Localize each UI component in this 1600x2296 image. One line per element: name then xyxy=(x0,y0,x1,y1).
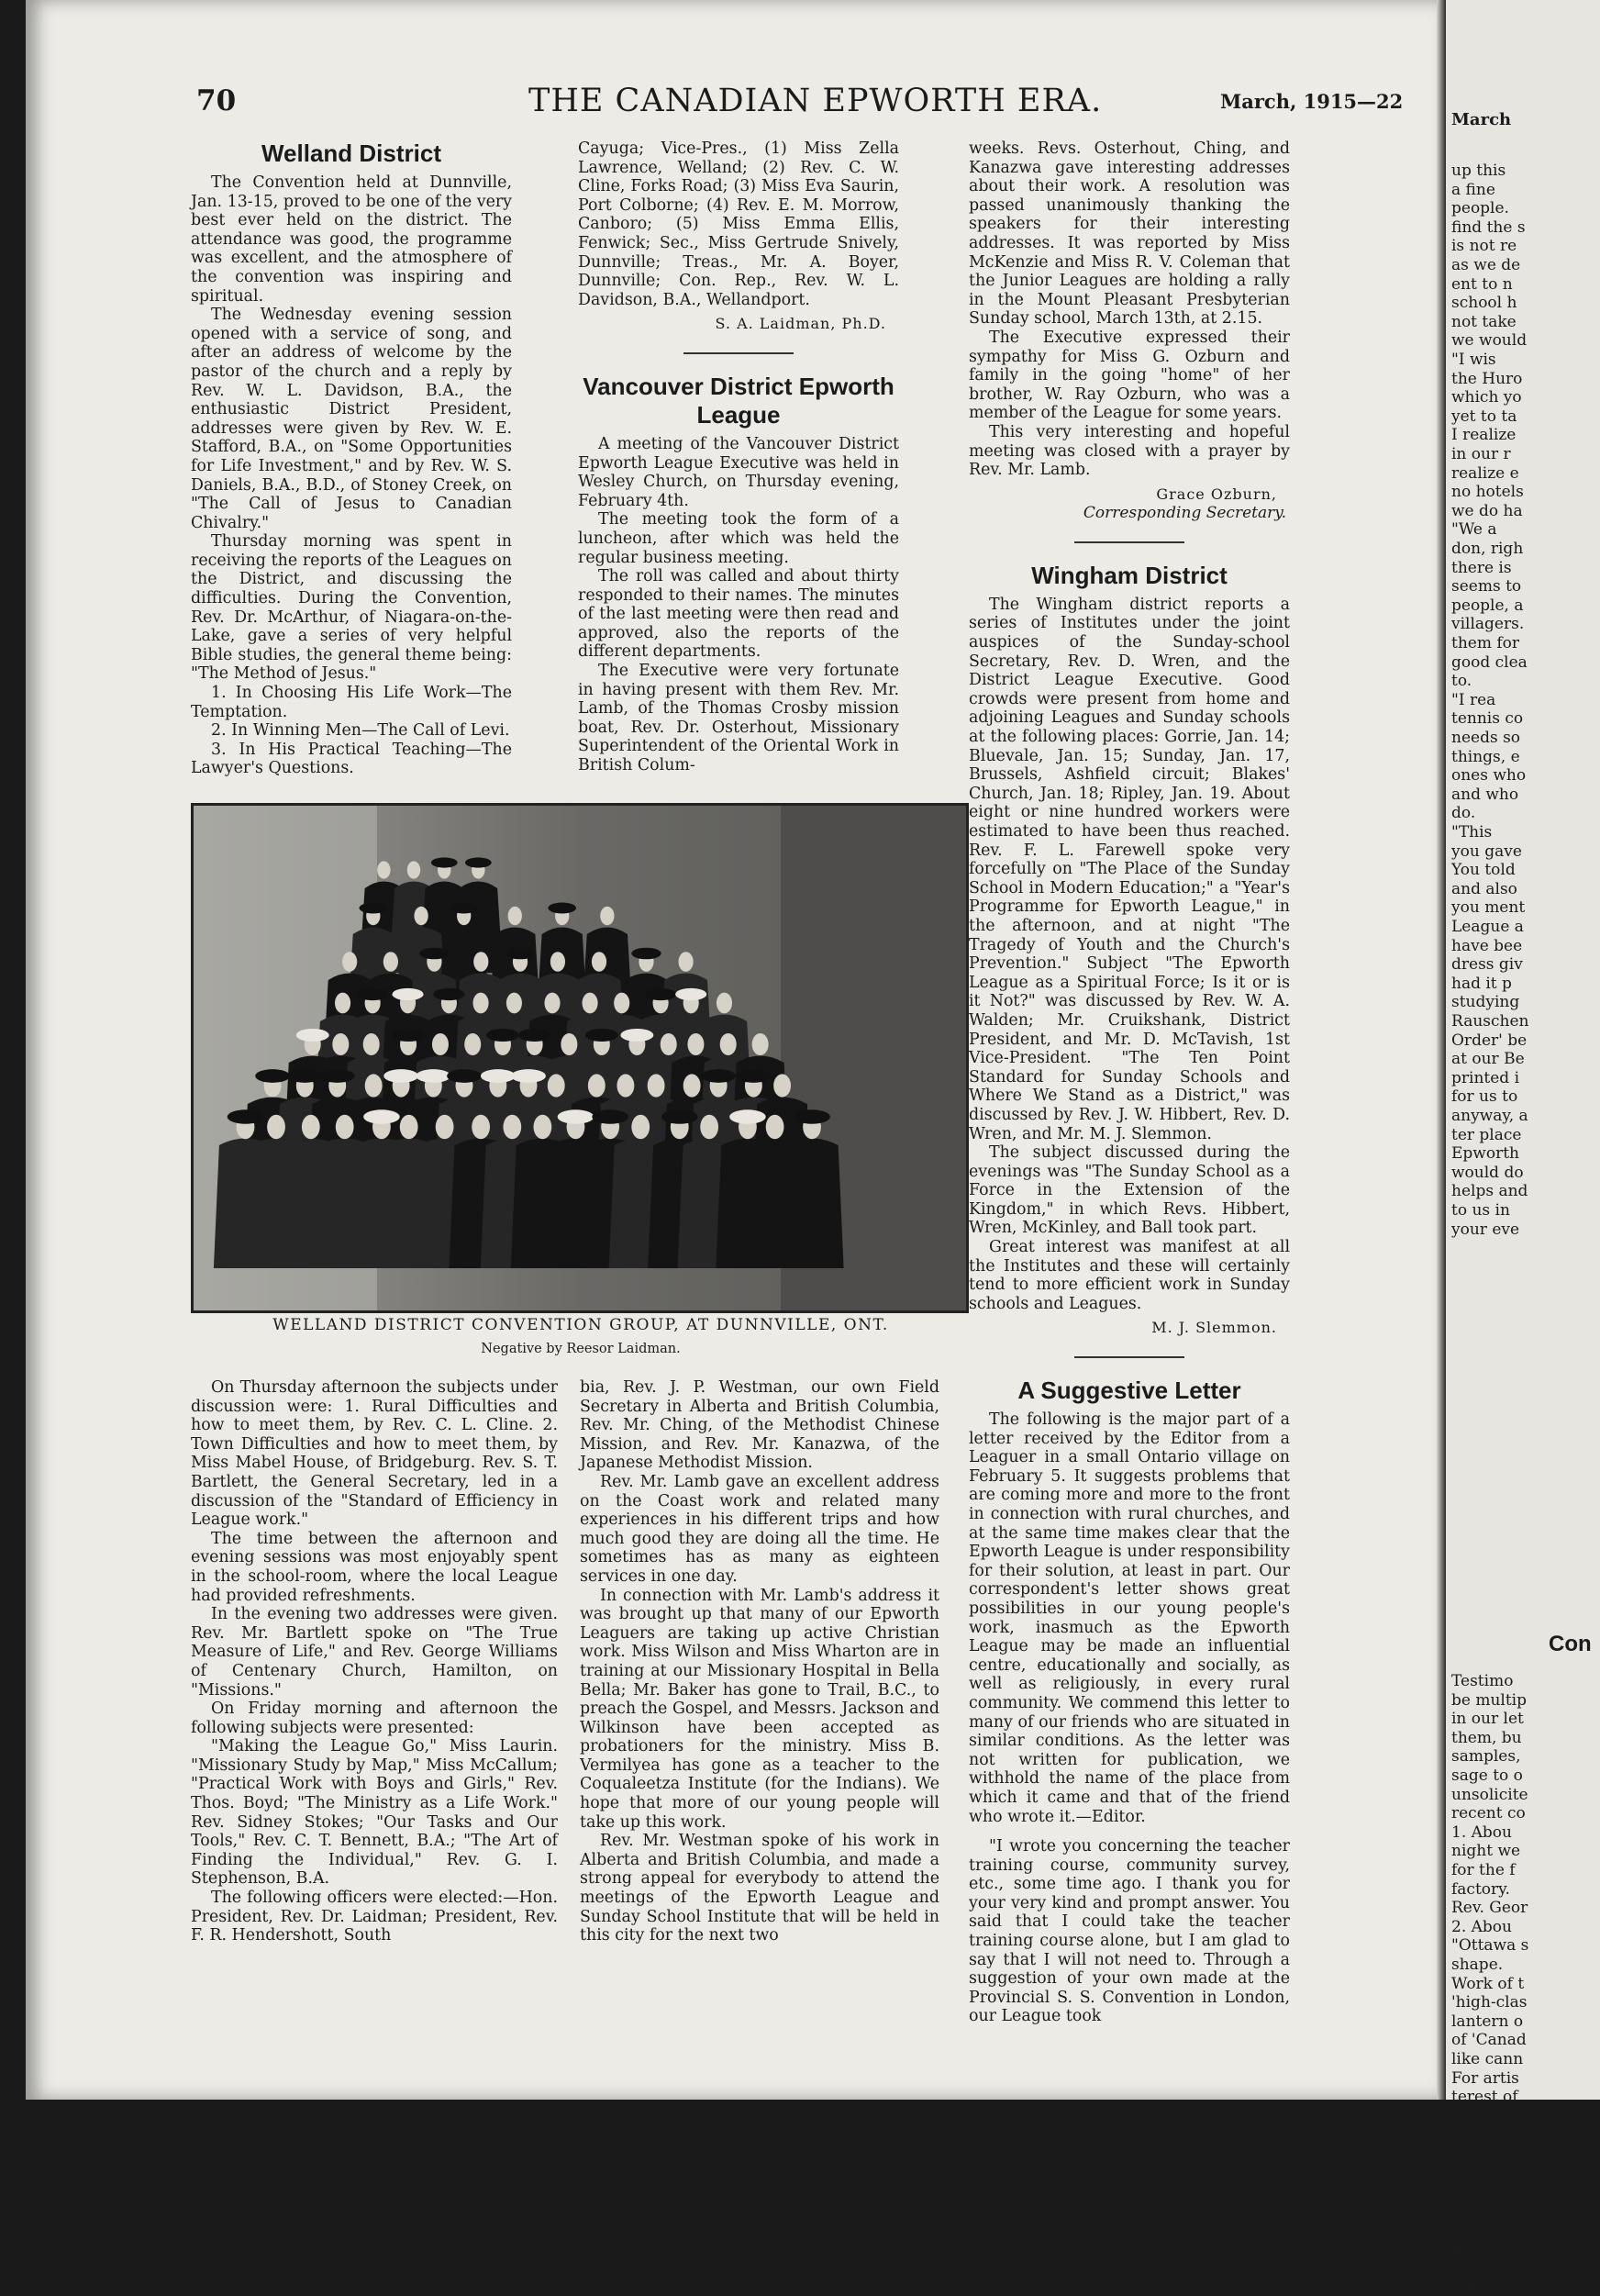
facing-page-line: Bartlett, xyxy=(1451,2277,1518,2296)
hat-shape xyxy=(558,1109,594,1123)
person-face xyxy=(533,1115,551,1139)
facing-page-line: studying xyxy=(1451,993,1520,1012)
paragraph: Great interest was manifest at all the Institutes and these will certainly tend to more efficient work in Sunday schools and Leagues. xyxy=(969,1238,1290,1313)
facing-page-line: and also xyxy=(1451,879,1517,898)
person-face xyxy=(661,1033,677,1055)
person-face xyxy=(583,993,598,1014)
hat-shape xyxy=(645,988,676,1000)
facing-page-line: seems to xyxy=(1451,577,1522,596)
vancouver-signature-role: Corresponding Secretary. xyxy=(1083,504,1286,523)
issue-date: March, 1915—22 xyxy=(1220,90,1404,113)
vancouver-heading: Vancouver District Epworth League xyxy=(583,372,894,429)
facing-page-line: we would xyxy=(1451,331,1528,351)
facing-page-line: which yo xyxy=(1451,388,1522,407)
paragraph: Cayuga; Vice-Pres., (1) Miss Zella Lawrence, Welland; (2) Rev. C. W. Cline, Forks Road; (3) Miss Eva Saurin, Port Colborne; (4) Rev. E. M. Morrow, Canboro; (5) Miss Emma Ellis, Fenwick; Sec., Miss Gertrude Snively, Dunnville; Treas., Mr. A. Boyer, Dunnville; Con. Rep., Rev. W. L. Davidson, B.A., Wellandport. xyxy=(578,139,899,309)
paragraph: This very interesting and hopeful meeting was closed with a prayer by Rev. Mr. Lamb. xyxy=(969,422,1290,480)
paragraph: Rev. Mr. Westman spoke of his work in Alberta and British Columbia, and made a strong appeal for everybody to attend the meetings of the Epworth League and Sunday School Institute that will be held in this city for the next two xyxy=(580,1832,939,1945)
hat-shape xyxy=(661,1109,698,1123)
person-face xyxy=(773,1074,791,1097)
facing-page-line: tennis co xyxy=(1451,709,1524,729)
facing-page-line: excellency xyxy=(1451,2201,1535,2220)
facing-page-line: do. xyxy=(1451,804,1476,823)
facing-page-line: League a xyxy=(1451,918,1524,936)
hat-shape xyxy=(296,1029,329,1042)
paragraph: 1. In Choosing His Life Work—The Temptation. xyxy=(191,684,512,721)
person-face xyxy=(561,1033,577,1055)
facing-page-line: samples, xyxy=(1451,1747,1521,1767)
paragraph: The meeting took the form of a luncheon, after which was held the regular business meeting. xyxy=(578,510,899,567)
paragraph: In the evening two addresses were given. Rev. Mr. Bartlett spoke on "The True Measure of Life," and Rev. George Williams of Centenary Church, Hamilton, on "Missions." xyxy=(191,1605,558,1700)
hat-shape xyxy=(518,1029,551,1042)
paragraph: 2. In Winning Men—The Call of Levi. xyxy=(211,721,510,741)
hat-shape xyxy=(255,1069,290,1083)
facing-page-line: shape. xyxy=(1451,1956,1504,1974)
hat-shape xyxy=(592,1109,628,1123)
facing-page-line: to us in xyxy=(1451,1201,1510,1220)
hat-shape xyxy=(675,988,706,1000)
vancouver-signature: Grace Ozburn, xyxy=(1156,485,1277,503)
divider xyxy=(1074,1356,1184,1358)
hat-shape xyxy=(228,1109,264,1123)
paragraph: weeks. Revs. Osterhout, Ching, and Kanazwa gave interesting addresses about their work. A resolution was passed unanimously thanking the speakers for their interesting addresses. It was reported by Miss McKenzie and Miss R. V. Coleman that the Junior Leagues are holding a rally in the Mount Pleasant Presbyterian Sunday school, March 13th, at 2.15. xyxy=(969,139,1290,329)
facing-page-line: things, e xyxy=(1451,747,1520,766)
person-face xyxy=(548,1074,565,1097)
person-face xyxy=(717,993,732,1014)
facing-page-line: in our r xyxy=(1451,445,1511,463)
paragraph: Rev. Mr. Lamb gave an excellent address on the Coast work and related many experiences in his different trips and how much good they are doing all the time. He sometimes has as many as eighteen services in one day. xyxy=(580,1472,939,1586)
hat-shape xyxy=(794,1109,830,1123)
facing-page-line: would do xyxy=(1451,1163,1524,1182)
hat-shape xyxy=(357,988,388,1000)
facing-page-heading: Con xyxy=(1549,1632,1592,1656)
paragraph: bia, Rev. J. P. Westman, our own Field Secretary in Alberta and British Columbia, Rev. Mr. Ching, of the Methodist Chinese Mission, and Rev. Mr. Kanazwa, of the Japanese Methodist Mission. xyxy=(580,1378,939,1473)
person-face xyxy=(302,1115,320,1139)
person-face xyxy=(679,952,694,972)
facing-page-line: "Ottawa s xyxy=(1451,1936,1529,1956)
paragraph: The Executive were very fortunate in having present with them Rev. Mr. Lamb, of the Thomas Crosby mission boat, Rev. Dr. Osterhout, Missionary Superintendent of the Oriental Work in British Colum- xyxy=(578,662,899,775)
person-face xyxy=(473,952,488,972)
person-face xyxy=(687,1033,704,1055)
facing-page-line: tertainme xyxy=(1451,2163,1529,2182)
hat-shape xyxy=(631,948,661,960)
welland-article-bottom xyxy=(191,1378,558,1945)
facing-page-line: don, righ xyxy=(1451,540,1524,558)
facing-page-line: 2. Abou xyxy=(1451,1917,1512,1936)
facing-page-line: Rauschen xyxy=(1451,1012,1529,1031)
facing-page-line: is not re xyxy=(1451,237,1517,256)
hat-shape xyxy=(383,1069,418,1083)
person-face xyxy=(544,993,560,1014)
facing-page-line: "I wis xyxy=(1451,351,1496,369)
hat-shape xyxy=(701,1069,736,1083)
hat-shape xyxy=(363,1109,400,1123)
vancouver-continued xyxy=(969,139,1290,2026)
facing-page-line: lantern o xyxy=(1451,2012,1524,2031)
facing-page-line: be multip xyxy=(1451,1690,1528,1710)
person-face xyxy=(400,1115,418,1139)
group-photo-image xyxy=(194,806,966,1310)
person-face xyxy=(700,1115,718,1139)
facing-page-line: there is xyxy=(1451,558,1512,577)
person-face xyxy=(332,1033,349,1055)
person-face xyxy=(720,1033,737,1055)
divider xyxy=(1074,541,1184,543)
facing-page-line: you gave xyxy=(1451,841,1522,861)
person-face xyxy=(508,907,522,925)
person-face xyxy=(631,1115,650,1139)
facing-page-line: people, a xyxy=(1451,596,1524,615)
person-face xyxy=(436,1115,454,1139)
facing-page-line: your eve xyxy=(1451,1220,1520,1239)
facing-page-line: For artis xyxy=(1451,2068,1519,2088)
hat-shape xyxy=(465,857,492,867)
hat-shape xyxy=(736,1069,771,1083)
person-face xyxy=(363,1033,380,1055)
group-photo xyxy=(191,803,969,1313)
person-face xyxy=(503,1115,521,1139)
facing-page-line: ent to n xyxy=(1451,274,1513,294)
facing-page-line: for us to xyxy=(1451,1087,1518,1107)
facing-page-line: needs so xyxy=(1451,729,1521,747)
facing-page-line: at our Be xyxy=(1451,1050,1525,1069)
facing-page-line: factory. xyxy=(1451,1879,1510,1899)
masthead-title: THE CANADIAN EPWORTH ERA. xyxy=(528,83,1103,119)
facing-page-line: our printe xyxy=(1451,2257,1532,2277)
facing-page-line: find the s xyxy=(1451,217,1526,237)
facing-page-line: If you w xyxy=(1451,2239,1516,2257)
paragraph: The time between the afternoon and evening sessions was most enjoyably spent in the school-room, where the local League had provided refreshments. xyxy=(191,1529,558,1605)
person-face xyxy=(600,907,614,925)
facing-page-line: we do ha xyxy=(1451,501,1523,520)
facing-page-line: the Huro xyxy=(1451,369,1523,388)
facing-page-line: have bee xyxy=(1451,936,1523,955)
welland-signature: S. A. Laidman, Ph.D. xyxy=(715,315,886,333)
paragraph: Thursday morning was spent in receiving the reports of the Leagues on the District, and discussing the difficulties. During the Convention, Rev. Dr. McArthur, of Niagara-on-the-Lake, gave a series of very helpful Bible studies, the general theme being: "The Method of Jesus." xyxy=(191,532,512,684)
person-face xyxy=(335,993,350,1014)
paragraph: The subject discussed during the evenings was "The Sunday School as a Force in the Extension of the Kingdom," in which Revs. Hibbert, Wren, McKinley, and Ball took part. xyxy=(969,1143,1290,1238)
facing-page-line: Order' be xyxy=(1451,1031,1528,1050)
person-face xyxy=(648,1074,665,1097)
vancouver-article-bottom xyxy=(580,1378,939,1945)
facing-page-line: "We a xyxy=(1451,520,1497,540)
facing-page-line: 'high-clas xyxy=(1451,1993,1528,2012)
person-face xyxy=(407,861,420,878)
person-face xyxy=(472,993,488,1014)
page-number: 70 xyxy=(196,84,237,117)
facing-page-line: ones who xyxy=(1451,766,1527,786)
hat-shape xyxy=(511,1069,546,1083)
person-face xyxy=(617,1074,634,1097)
paragraph: The Executive expressed their sympathy for Miss G. Ozburn and family in the going "home" of her brother, W. Ray Ozburn, who was a member of the League for some years. xyxy=(969,328,1290,423)
paragraph: "Making the League Go," Miss Laurin. "Missionary Study by Map," Miss McCallum; "Practical Work with Boys and Girls," Rev. Thos. Boyd; "The Ministry as a Life Work." Rev. Sidney Stokes; "Our Tasks and Our Tools," Rev. C. T. Bennett, B.A.; "The Art of Finding the Individual," Rev. G. I. Stephenson, B.A. xyxy=(191,1737,558,1889)
facing-page-line: and who xyxy=(1451,785,1519,804)
facing-page-line: good clea xyxy=(1451,652,1528,672)
facing-page-line: 3. Abou xyxy=(1451,2145,1512,2163)
facing-page-line: of 'Canad xyxy=(1451,2031,1527,2050)
facing-page-line: people. xyxy=(1451,199,1509,218)
facing-page-line: absolutely xyxy=(1451,2106,1533,2125)
facing-page-line: for the f xyxy=(1451,1861,1516,1879)
facing-page-line: in our let xyxy=(1451,1710,1524,1729)
facing-page-line: school h xyxy=(1451,294,1517,313)
paragraph: The following is the major part of a letter received by the Editor from a Leaguer in a small Ontario village on February 5. It suggests problems that are coming more and more to the front in connection with rural churches, and at the same time makes clear that the Epworth League is under responsibility for their solution, at least in part. Our correspondent's letter shows great possibilities in our young people's work, inasmuch as the Epworth League may be made an influential centre, educationally and socially, as well as religiously, in every rural community. We commend this letter to many of our friends who are situated in similar conditions. As the letter was not written for publication, we withhold the name of the place from which it came and that of the friend who wrote it.—Editor. xyxy=(969,1410,1290,1826)
person-face xyxy=(414,907,428,925)
facing-page-line: them for xyxy=(1451,634,1520,652)
facing-page-line: as we de xyxy=(1451,256,1521,274)
photo-credit: Negative by Reesor Laidman. xyxy=(481,1342,681,1356)
facing-page-line: you ment xyxy=(1451,898,1526,918)
facing-page-line: printed i xyxy=(1451,1068,1520,1087)
facing-page-line: anyway, a xyxy=(1451,1107,1528,1125)
hat-shape xyxy=(729,1109,766,1123)
person-face xyxy=(383,952,398,972)
facing-page-line: Work of t xyxy=(1451,1974,1525,1993)
hat-shape xyxy=(450,903,478,914)
hat-shape xyxy=(447,1069,482,1083)
facing-page-line: night we xyxy=(1451,1842,1521,1861)
paragraph: The roll was called and about thirty responded to their names. The minutes of the last meeting were then read and approved, also the reports of the different departments. xyxy=(578,567,899,662)
person-face xyxy=(377,861,390,878)
hat-shape xyxy=(620,1029,653,1042)
facing-page-line: Arden, Ma xyxy=(1451,2125,1535,2145)
person-face xyxy=(506,993,522,1014)
facing-page-line: helps and xyxy=(1451,1182,1528,1201)
facing-page-line: like cann xyxy=(1451,2050,1524,2068)
facing-page-line: realize e xyxy=(1451,463,1519,483)
hat-shape xyxy=(392,1029,425,1042)
hat-shape xyxy=(433,988,464,1000)
wingham-heading: Wingham District xyxy=(1031,561,1228,589)
person-face xyxy=(588,1074,606,1097)
facing-page-line: ter place xyxy=(1451,1125,1522,1144)
facing-page-line: recent co xyxy=(1451,1804,1526,1823)
facing-page-line: had it p xyxy=(1451,974,1512,993)
hat-shape xyxy=(548,903,576,914)
hat-shape xyxy=(416,1069,450,1083)
person-face xyxy=(472,1115,490,1139)
hat-shape xyxy=(486,1029,519,1042)
facing-page-line: yet to ta xyxy=(1451,407,1517,426)
person-face xyxy=(550,952,565,972)
facing-page-line: to. xyxy=(1451,672,1472,691)
facing-page-line: 1. Abou xyxy=(1451,1822,1512,1842)
facing-page-line: I realize xyxy=(1451,426,1517,445)
paragraph: In connection with Mr. Lamb's address it was brought up that many of our Epworth Leaguers are taking up active Christian work. Miss Wilson and Miss Wharton are in training at our Missionary Hospital in Bella Bella; Mr. Baker has gone to Trail, B.C., to preach the Gospel, and Messrs. Jackson and Wilkinson have been accepted as probationers for the ministry. Miss B. Vermilyea has gone as a teacher to the Coqualeetza Institute (for the Indians). We hope that more of our young people will take up this work. xyxy=(580,1586,939,1832)
hat-shape xyxy=(320,1069,355,1083)
facing-page-line: terest of xyxy=(1451,2088,1518,2107)
facing-page-line: a fine xyxy=(1451,180,1495,199)
facing-page-line: Butler, Ca xyxy=(1451,2220,1530,2239)
paragraph: On Thursday afternoon the subjects under discussion were: 1. Rural Difficulties and how to meet them, by Rev. C. L. Cline. 2. Town Difficulties and how to meet them, by Miss Mabel House, of Bridgeburg. Rev. S. T. Bartlett, the General Secretary, led in a discussion of the "Standard of Efficiency in League work." xyxy=(191,1378,558,1530)
welland-continued xyxy=(578,139,899,775)
facing-page-line: unsolicite xyxy=(1451,1785,1528,1804)
paragraph: The Wingham district reports a series of Institutes under the joint auspices of the Sunday-school Secretary, Rev. D. Wren, and the District League Executive. Good crowds were present from home and adjoining Leagues and Sunday schools at the following places: Gorrie, Jan. 14; Bluevale, Jan. 15; Sunday, Jan. 17, Brussels, Ashfield circuit; Blakes' Church, Jan. 18; Ripley, Jan. 19. About eight or nine hundred workers were estimated to have been thus reached. Rev. F. L. Farewell spoke very forcefully on "The Place of the Sunday School in Modern Education;" a "Year's Programme for Epworth League," in the afternoon, and at night "The Tragedy of Youth and the Church's Prevention." Subject "The Epworth League as a Spiritual Force; Is it or is it Not?" was discussed by Rev. W. A. Walden; Mr. Cruikshank, District President, and Mr. D. McTavish, 1st Vice-President. "The Ten Point Standard for Sunday Schools and Where We Stand as a District," was discussed by Rev. J. W. Hibbert, Rev. D. Wren, and Mr. M. J. Slemmon. xyxy=(969,595,1290,1143)
person-face xyxy=(766,1115,784,1139)
divider xyxy=(683,352,794,354)
facing-page-line: them, bu xyxy=(1451,1728,1522,1747)
facing-page-line: Epworth xyxy=(1451,1144,1519,1164)
paragraph: The Convention held at Dunnville, Jan. 13-15, proved to be one of the very best ever held on the district. The attendance was good, the programme was excellent, and the atmosphere of the convention was inspiring and spiritual. xyxy=(191,173,512,306)
hat-shape xyxy=(481,1069,516,1083)
person-face xyxy=(342,952,357,972)
paragraph: 3. In His Practical Teaching—The Lawyer's Questions. xyxy=(191,740,512,778)
person-silhouette xyxy=(780,1139,843,1269)
paragraph: The Wednesday evening session opened with a service of song, and after an address of welcome by the pastor of the church and a reply by Rev. W. L. Davidson, B.A., the enthusiastic District President, addresses were given by Rev. W. E. Stafford, B.A., on "Some Opportunities for Life Investment," and by Rev. W. S. Daniels, B.A., B.D., of Stoney Creek, on "The Call of Jesus to Canadian Chivalry." xyxy=(191,306,512,532)
photo-caption: WELLAND DISTRICT CONVENTION GROUP, AT DUNNVILLE, ONT. xyxy=(272,1316,889,1334)
hat-shape xyxy=(287,1069,322,1083)
facing-page-line: up this xyxy=(1451,162,1506,180)
welland-article xyxy=(191,139,512,778)
person-face xyxy=(683,1074,701,1097)
facing-page-line: "I rea xyxy=(1451,690,1496,709)
paragraph: On Friday morning and afternoon the following subjects were presented: xyxy=(191,1700,558,1737)
magazine-page xyxy=(26,0,1437,2100)
wingham-signature: M. J. Slemmon. xyxy=(1151,1319,1277,1337)
facing-page-line: "This xyxy=(1451,823,1493,841)
person-face xyxy=(267,1115,285,1139)
hat-shape xyxy=(419,948,449,960)
paragraph: The following officers were elected:—Hon. President, Rev. Dr. Laidman; President, Rev. F. R. Hendershott, South xyxy=(191,1889,558,1945)
facing-page-line: dress giv xyxy=(1451,955,1523,975)
facing-page-line: sage to o xyxy=(1451,1767,1523,1785)
person-face xyxy=(752,1033,769,1055)
hat-shape xyxy=(392,988,423,1000)
facing-page-line: not take xyxy=(1451,312,1517,331)
facing-page-line: educative, xyxy=(1451,2182,1533,2201)
hat-shape xyxy=(431,857,458,867)
facing-page-date: March xyxy=(1451,110,1512,129)
facing-page-line: Testimo xyxy=(1451,1672,1514,1690)
hat-shape xyxy=(506,948,535,960)
person-face xyxy=(365,1074,383,1097)
welland-heading: Welland District xyxy=(261,139,441,167)
person-face xyxy=(432,1033,449,1055)
hat-shape xyxy=(360,903,388,914)
paragraph: A meeting of the Vancouver District Epworth League Executive was held in Wesley Church, on Thursday evening, February 4th. xyxy=(578,434,899,510)
person-face xyxy=(592,952,606,972)
facing-page-line: villagers. xyxy=(1451,615,1525,634)
person-face xyxy=(614,993,629,1014)
facing-page xyxy=(1446,0,1600,2296)
paragraph: "I wrote you concerning the teacher training course, community survey, etc., some time ago. I thank you for your very kind and prompt answer. You said that I could take the teacher training course alone, but I am glad to say that I will not need to. Through a suggestion of your own made at the Provincial S. S. Convention in London, our League took xyxy=(969,1837,1290,2026)
facing-page-line: Rev. Geor xyxy=(1451,1899,1528,1918)
facing-page-line: You told xyxy=(1451,861,1516,880)
facing-page-line: no hotels xyxy=(1451,483,1524,502)
letter-heading: A Suggestive Letter xyxy=(1017,1376,1241,1405)
person-face xyxy=(336,1115,354,1139)
page-gutter xyxy=(1437,0,1446,2100)
person-face xyxy=(464,1033,481,1055)
hat-shape xyxy=(585,1029,618,1042)
